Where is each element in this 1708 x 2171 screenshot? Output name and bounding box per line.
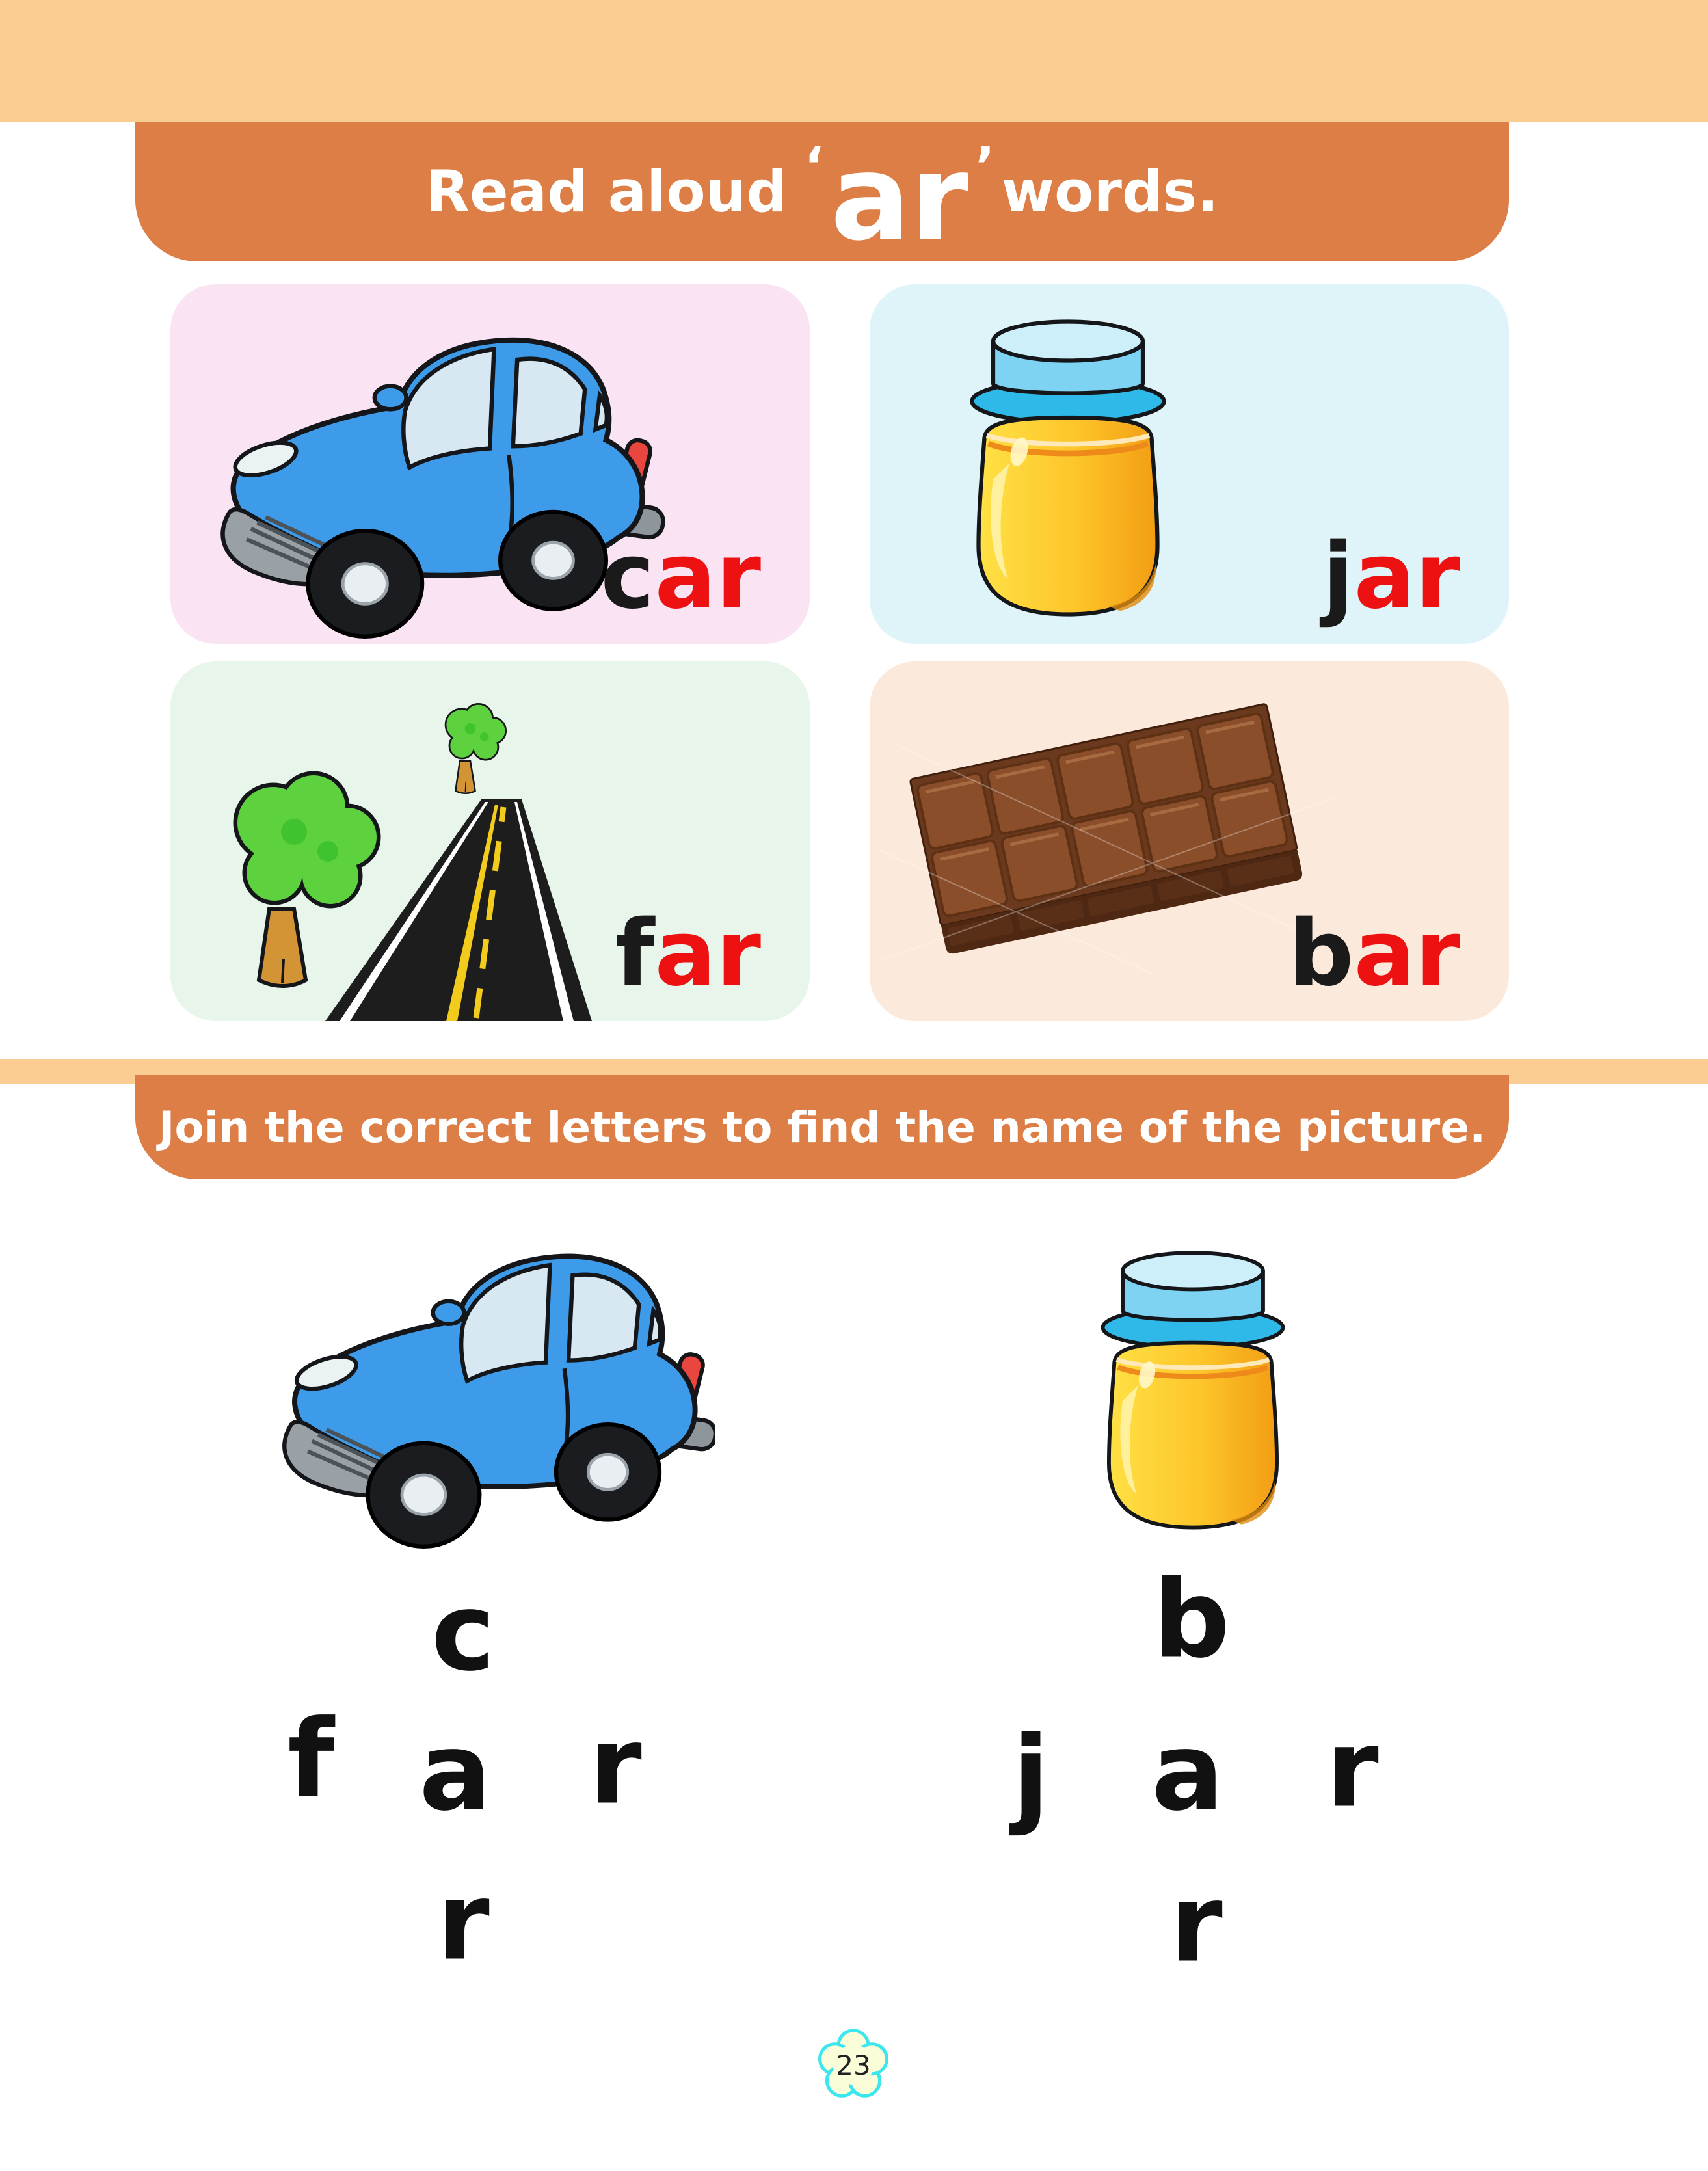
puzzle2-letter-right[interactable]: r <box>1326 1706 1379 1831</box>
header1-close-quote: ’ <box>975 136 995 196</box>
top-band <box>0 0 1708 122</box>
puzzle1-letter-top[interactable]: c <box>431 1569 495 1695</box>
word-bar-onset: b <box>1288 901 1354 1007</box>
word-jar-rime: ar <box>1354 524 1460 630</box>
yellow-jar-illustration <box>944 304 1192 629</box>
card-far <box>170 661 810 1021</box>
word-car-rime: ar <box>654 524 761 630</box>
word-bar <box>1288 901 1460 1007</box>
page-number: 23 <box>836 2049 871 2081</box>
word-car-onset: c <box>600 524 655 630</box>
puzzle2-letter-left[interactable]: j <box>1012 1712 1050 1838</box>
card-bar <box>870 661 1509 1021</box>
word-far <box>615 901 761 1007</box>
puzzle2-letter-bottom[interactable]: r <box>1169 1861 1223 1986</box>
page-number-flower <box>808 2024 899 2106</box>
puzzle1-letter-bottom[interactable]: r <box>436 1859 490 1984</box>
card-jar <box>870 284 1509 644</box>
puzzle2-letter-middle[interactable]: a <box>1151 1709 1224 1835</box>
section1-header <box>135 122 1509 267</box>
header2-text: Join the correct letters to find the name of the picture. <box>158 1102 1486 1152</box>
card-car <box>170 284 810 644</box>
chocolate-bar-illustration <box>879 687 1335 974</box>
puzzle1-letter-middle[interactable]: a <box>419 1709 492 1835</box>
blue-car-illustration <box>193 300 668 639</box>
section2-header <box>135 1075 1509 1179</box>
puzzle1-letter-left[interactable]: f <box>287 1696 334 1822</box>
word-far-rime: ar <box>654 901 761 1007</box>
header1-open-quote: ‘ <box>804 136 824 196</box>
big-tree-icon <box>235 773 379 986</box>
word-jar-onset: j <box>1322 524 1354 630</box>
puzzle2-letter-top[interactable]: b <box>1153 1556 1231 1682</box>
small-tree-icon <box>446 704 505 793</box>
header1-text-pre: Read aloud <box>425 158 788 225</box>
puzzle1-letter-right[interactable]: r <box>589 1703 642 1828</box>
word-jar <box>1322 524 1460 630</box>
puzzle-car-illustration <box>260 1218 715 1549</box>
word-car <box>600 524 761 630</box>
word-bar-rime: ar <box>1354 901 1460 1007</box>
word-far-onset: f <box>615 901 655 1007</box>
header1-text-post: words. <box>1001 158 1219 225</box>
header1-ar-highlight: ar <box>830 128 969 267</box>
puzzle-jar-illustration <box>1078 1236 1307 1541</box>
